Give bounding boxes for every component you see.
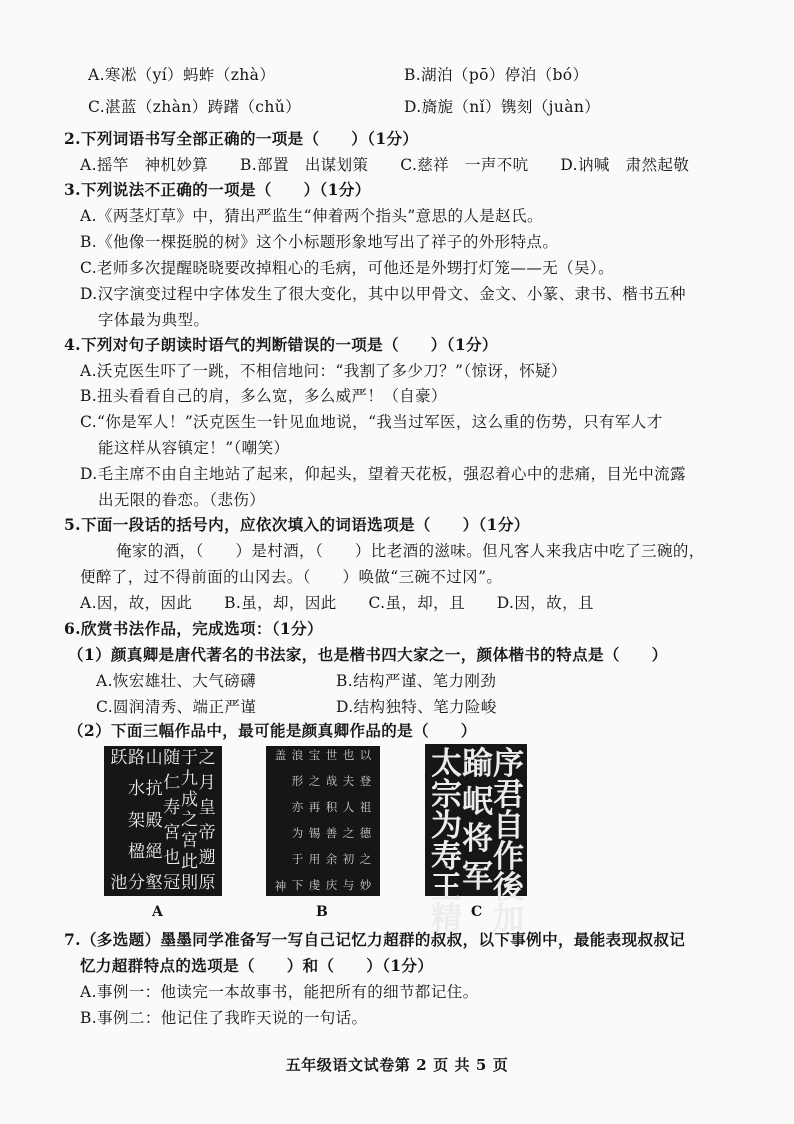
line-q3-d2: 字体最为典型。 [98, 311, 210, 329]
calligraphy-character: 則 [180, 872, 198, 893]
calligraphy-character: 九 [180, 768, 198, 789]
calligraphy-character: 登 [359, 774, 372, 789]
calligraphy-character: 宮 [180, 831, 198, 852]
calligraphy-column [146, 750, 163, 892]
calligraphy-column [431, 746, 462, 936]
calligraphy-column [163, 750, 180, 892]
calligraphy-panel-c [425, 744, 527, 936]
calligraphy-character: 仁 [163, 773, 181, 793]
calligraphy-character: 水 [127, 779, 145, 800]
calligraphy-character: 于 [291, 852, 304, 867]
line-q3-c: C.老师多次提醒晓晓要改掉粗心的毛病，可他还是外甥打灯笼——无（吴）。 [80, 259, 614, 277]
calligraphy-character: 锡 [308, 826, 321, 841]
panel-label-c: C [471, 904, 483, 920]
line-q1-b: B.湖泊（pō）停泊（bó） [404, 66, 589, 84]
calligraphy-character: 德 [359, 826, 372, 841]
line-q7-stem1: 7.（多选题）墨墨同学准备写一写自己记忆力超群的叔叔，以下事例中，最能表现叔叔记 [64, 930, 686, 949]
line-q1-c: C.湛蓝（zhàn）踌躇（chǔ） [88, 98, 302, 116]
panel-label-b: B [316, 904, 328, 920]
calligraphy-column [199, 750, 216, 892]
calligraphy-character: 成 [180, 789, 198, 810]
line-q4-c1: C.“你是军人！”沃克医生一针见血地说，“我当过军医，这么重的伤势，只有军人才 [80, 413, 663, 431]
calligraphy-character: 夫 [342, 774, 355, 789]
calligraphy-character: 寿 [163, 798, 181, 818]
line-q2-stem: 2.下列词语书写全部正确的一项是（ ）（1分） [64, 129, 419, 148]
calligraphy-character: 世 [325, 748, 338, 762]
calligraphy-character: 序 [493, 746, 524, 781]
calligraphy-character: 初 [342, 852, 355, 867]
line-q6-1a: A.恢宏雄壮、大气磅礴 [96, 672, 257, 690]
calligraphy-character: 後 [493, 870, 524, 905]
line-q7-a: A.事例一：他读完一本故事书，能把所有的细节都记住。 [80, 983, 479, 1001]
calligraphy-character: 军 [462, 858, 493, 894]
calligraphy-character: 之 [308, 774, 321, 789]
calligraphy-character: 加 [493, 901, 524, 936]
line-q6-1d: D.结构独特、笔力险峻 [336, 698, 497, 716]
calligraphy-character: 之 [198, 748, 216, 768]
calligraphy-column [360, 750, 372, 892]
calligraphy-character: 寿 [431, 839, 462, 874]
calligraphy-character: 踰 [462, 746, 493, 781]
calligraphy-character: 太 [431, 746, 462, 781]
line-q4-d1: D.毛主席不由自主地站了起来，仰起头，望着天花板，强忍着心中的悲痛，目光中流露 [80, 465, 686, 483]
calligraphy-character: 浪 [291, 748, 304, 762]
line-q6-1: （1）颜真卿是唐代著名的书法家，也是楷书四大家之一，颜体楷书的特点是（ ） [68, 645, 668, 664]
calligraphy-character: 殿 [145, 810, 163, 831]
calligraphy-character: 精 [431, 901, 462, 936]
calligraphy-panel-a [104, 746, 222, 896]
calligraphy-character: 人 [342, 800, 355, 815]
calligraphy-character: 亦 [291, 800, 304, 815]
line-q6-2: （2）下面三幅作品中，最可能是颜真卿作品的是（ ） [68, 721, 477, 740]
calligraphy-character: 月 [198, 773, 216, 793]
calligraphy-character: 积 [325, 800, 338, 815]
line-q3-d1: D.汉字演变过程中字体发生了很大变化，其中以甲骨文、金文、小篆、隶书、楷书五种 [80, 285, 686, 303]
calligraphy-character: 之 [180, 810, 198, 831]
line-q4-d2: 出无限的眷恋。（悲伤） [98, 491, 266, 509]
line-q7-b: B.事例二：他记住了我昨天说的一句话。 [80, 1009, 368, 1027]
calligraphy-character: 山 [145, 748, 163, 768]
calligraphy-character: 楹 [127, 841, 145, 862]
calligraphy-character: 岷 [462, 783, 493, 819]
calligraphy-character: 为 [431, 808, 462, 843]
calligraphy-character: 盖 [274, 748, 287, 762]
calligraphy-character: 以 [359, 748, 372, 762]
calligraphy-character: 王 [431, 870, 462, 905]
line-q6-1b: B.结构严谨、笔力刚劲 [336, 672, 497, 690]
calligraphy-panel-b [266, 746, 380, 896]
calligraphy-character: 宗 [431, 777, 462, 812]
calligraphy-character: 自 [493, 808, 524, 843]
calligraphy-column [493, 746, 524, 936]
calligraphy-character: 庆 [325, 878, 338, 893]
calligraphy-character: 妙 [359, 878, 372, 893]
calligraphy-character: 作 [493, 839, 524, 874]
calligraphy-column [181, 750, 198, 892]
line-q6-1c: C.圆润清秀、端正严谨 [96, 698, 257, 716]
calligraphy-character: 此 [180, 852, 198, 873]
line-q5-p1: 俺家的酒，（ ）是村酒，（ ）比老酒的滋味。但凡客人来我店中吃了三碗的， [116, 542, 705, 560]
calligraphy-character: 池 [110, 873, 128, 893]
calligraphy-character: 余 [325, 852, 338, 867]
calligraphy-column [128, 750, 145, 892]
calligraphy-character: 之 [359, 852, 372, 867]
calligraphy-character: 路 [127, 748, 145, 768]
line-q5-opts: A.因，故，因此 B.虽，却，因此 C.虽，却，且 D.因，故，且 [80, 594, 594, 612]
calligraphy-column [275, 750, 287, 892]
line-q5-p2: 便醉了，过不得前面的山冈去。（ ）唤做“三碗不过冈”。 [80, 568, 503, 586]
calligraphy-character: 原 [198, 873, 216, 893]
calligraphy-character: 壑 [145, 873, 163, 893]
calligraphy-character: 帝 [198, 823, 216, 843]
calligraphy-character: 跃 [110, 748, 128, 768]
calligraphy-character: 架 [127, 810, 145, 831]
calligraphy-character: 再 [308, 800, 321, 815]
calligraphy-column [309, 750, 321, 892]
line-q5-stem: 5.下面一段话的括号内，应依次填入的词语选项是（ ）（1分） [64, 515, 530, 534]
line-q2-opts: A.摇竿 神机妙算 B.部置 出谋划策 C.慈祥 一声不吭 D.讷喊 肃然起敬 [80, 156, 690, 174]
calligraphy-character: 善 [325, 826, 338, 841]
calligraphy-column [110, 750, 127, 892]
calligraphy-character: 也 [163, 848, 181, 868]
line-q3-b: B.《他像一棵挺脱的树》这个小标题形象地写出了祥子的外形特点。 [80, 233, 559, 251]
calligraphy-character: 抗 [145, 779, 163, 800]
calligraphy-character: 哉 [325, 774, 338, 789]
calligraphy-character: 下 [291, 878, 304, 893]
calligraphy-character: 将 [462, 821, 493, 857]
calligraphy-column [292, 750, 304, 892]
calligraphy-column [326, 750, 338, 892]
calligraphy-character: 于 [180, 748, 198, 768]
line-q1-d: D.旖旎（nǐ）镌刻（juàn） [404, 98, 601, 116]
line-q3-stem: 3.下列说法不正确的一项是（ ）（1分） [64, 180, 371, 199]
calligraphy-character: 随 [163, 748, 181, 768]
calligraphy-character: 宮 [163, 823, 181, 843]
calligraphy-character: 形 [291, 774, 304, 789]
calligraphy-character: 絕 [145, 841, 163, 862]
calligraphy-character: 分 [127, 873, 145, 893]
calligraphy-character: 为 [291, 826, 304, 841]
panel-label-a: A [152, 904, 163, 920]
calligraphy-character: 遡 [198, 848, 216, 868]
line-q4-a: A.沃克医生吓了一跳，不相信地问：“我割了多少刀？”（惊讶，怀疑） [80, 362, 567, 380]
line-q3-a: A.《两茎灯草》中，猜出严监生“伸着两个指头”意思的人是赵氏。 [80, 207, 543, 225]
line-q1-a: A.寒凇（yí）蚂蚱（zhà） [88, 66, 276, 84]
calligraphy-column [462, 748, 493, 892]
line-q4-c2: 能这样从容镇定！”（嘲笑） [98, 439, 290, 457]
line-q6-stem: 6.欣赏书法作品，完成选项：（1分） [64, 619, 323, 638]
line-q4-b: B.扭头看看自己的肩，多么宽，多么威严！（自豪） [80, 387, 447, 405]
calligraphy-character: 君 [493, 777, 524, 812]
calligraphy-character: 用 [308, 852, 321, 867]
page-footer: 五年级语文试卷第 2 页 共 5 页 [285, 1056, 509, 1074]
calligraphy-character: 祖 [359, 800, 372, 815]
calligraphy-character: 宝 [308, 748, 321, 762]
calligraphy-column [343, 750, 355, 892]
calligraphy-character: 与 [342, 878, 355, 893]
calligraphy-character: 之 [342, 826, 355, 841]
calligraphy-character: 冠 [163, 873, 181, 893]
calligraphy-character: 虔 [308, 878, 321, 893]
calligraphy-character: 皇 [198, 798, 216, 818]
line-q7-stem2: 忆力超群特点的选项是（ ）和（ ）（1分） [80, 956, 434, 975]
calligraphy-character: 也 [342, 748, 355, 762]
line-q4-stem: 4.下列对句子朗读时语气的判断错误的一项是（ ）（1分） [64, 335, 498, 354]
calligraphy-character: 神 [274, 878, 287, 893]
